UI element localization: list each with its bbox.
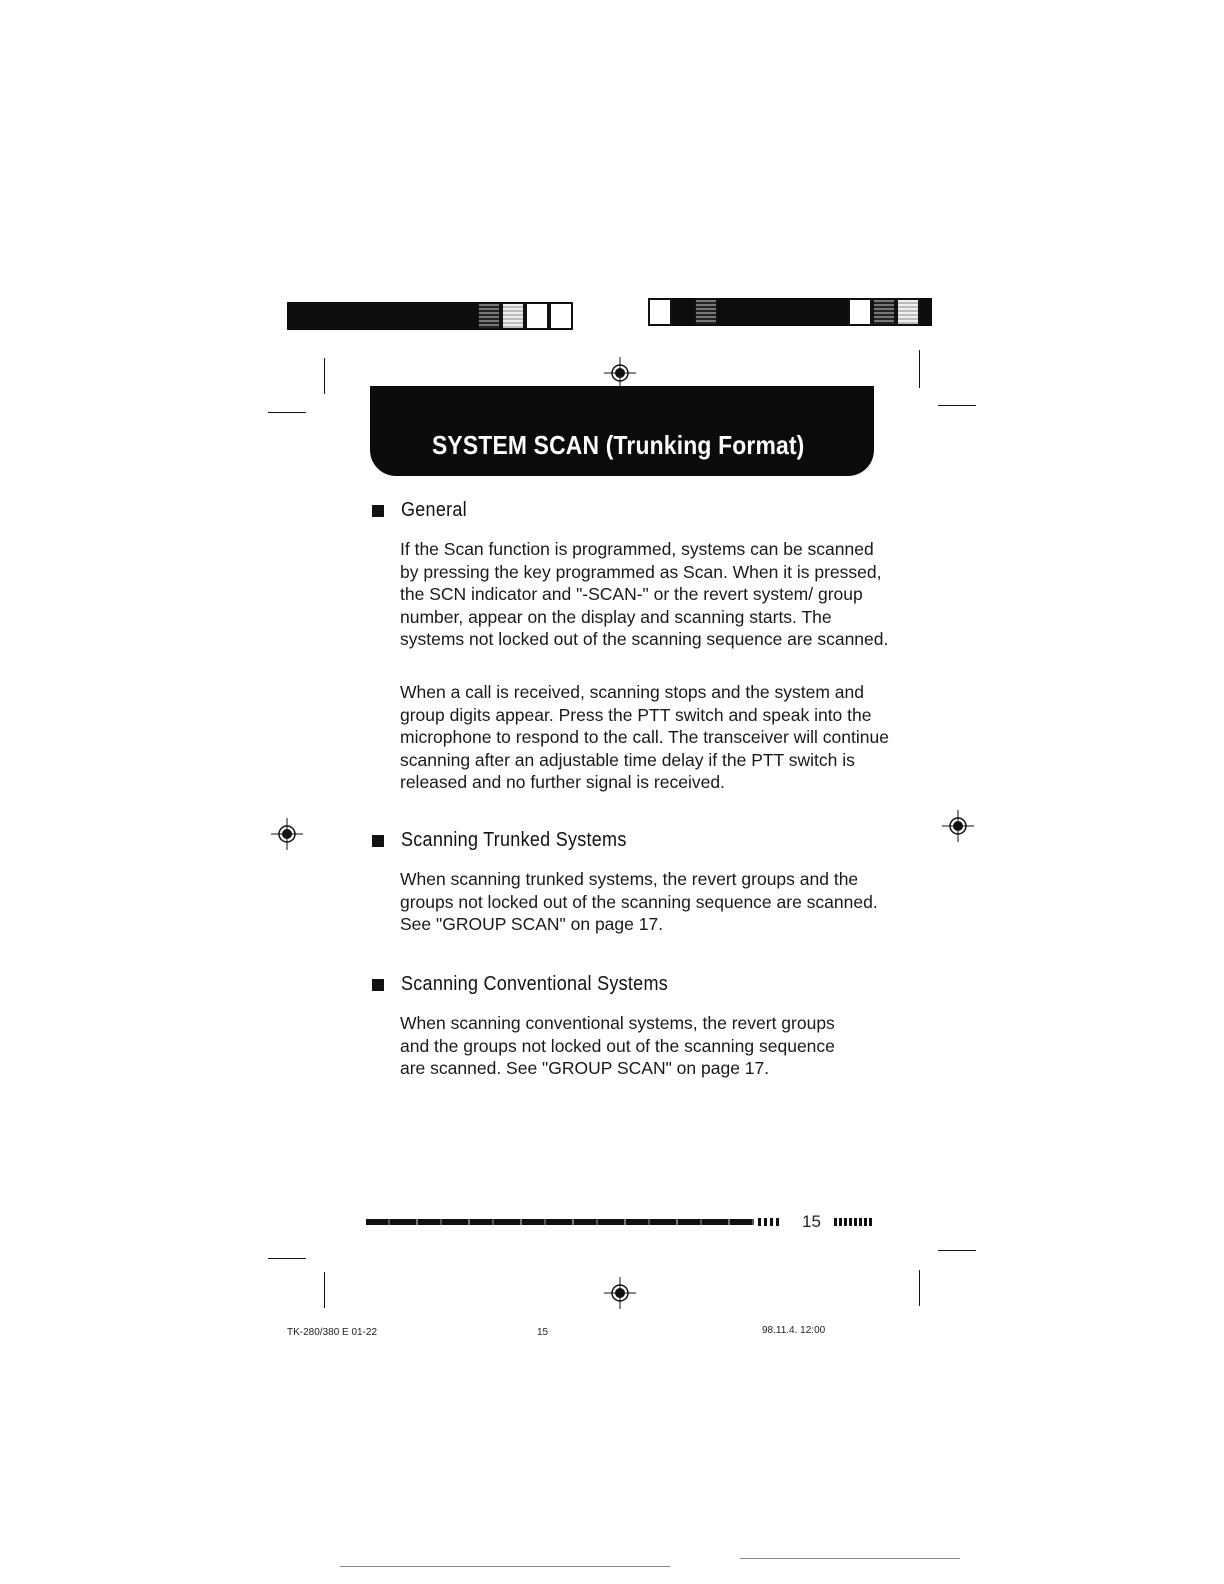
crop-mark-top-right-h: [938, 405, 976, 406]
footer-rule: [366, 1219, 754, 1225]
crop-mark-bottom-right-h: [938, 1250, 976, 1251]
square-bullet-icon: [372, 505, 384, 517]
crop-mark-bottom-left-v: [324, 1272, 325, 1308]
footer-rule-dots-right: [834, 1218, 874, 1226]
color-bar-left: [287, 302, 573, 330]
paragraph: When scanning conventional systems, the revert groups and the groups not locked out of the scanning sequence are scanned. See "GROUP SCAN" on page 17.: [400, 1013, 835, 1078]
page-number: 15: [802, 1212, 821, 1231]
crop-mark-bottom-right-v: [919, 1270, 920, 1306]
registration-mark-icon: [940, 808, 976, 844]
registration-mark-icon: [269, 816, 305, 852]
scan-edge-line: [340, 1566, 670, 1567]
section-heading-conventional: [372, 973, 698, 996]
paragraph: When a call is received, scanning stops and the system and group digits appear. Press the PTT switch and speak into the microphone to respond to the call. The transceiver will continue scanning after an adjustable time delay if the PTT switch is released and no further signal is received.: [400, 682, 889, 792]
section-heading-trunked: [372, 829, 652, 852]
paragraph: When scanning trunked systems, the revert groups and the groups not locked out of the scanning sequence are scanned. See "GROUP SCAN" on page 17.: [400, 869, 878, 934]
crop-mark-bottom-left-h: [268, 1258, 306, 1259]
registration-mark-icon: [602, 1275, 638, 1311]
crop-mark-top-left-v: [324, 358, 325, 394]
print-timestamp: 98.11.4. 12:00: [762, 1325, 826, 1336]
doc-code: TK-280/380 E 01-22: [287, 1327, 378, 1338]
square-bullet-icon: [372, 835, 384, 847]
section-heading-text: Scanning Trunked Systems: [401, 829, 627, 851]
crop-mark-top-left-h: [268, 412, 306, 413]
header-banner: [370, 386, 874, 476]
paragraph: If the Scan function is programmed, systems can be scanned by pressing the key programmed as Scan. When it is pressed, the SCN indicator and "-SCAN-" or the revert system/ group number, appear on the display and scanning starts. The systems not locked out of the scanning sequence are scanned.: [400, 539, 889, 649]
square-bullet-icon: [372, 979, 384, 991]
footer-rule-dots: [758, 1218, 780, 1226]
color-bar-right: [648, 298, 932, 326]
section-heading-text: Scanning Conventional Systems: [401, 973, 668, 995]
crop-mark-top-right-v: [919, 350, 920, 388]
section-heading-text: General: [401, 499, 467, 521]
sheet-number: 15: [537, 1327, 549, 1338]
scan-edge-line: [740, 1558, 960, 1559]
page-title: SYSTEM SCAN (Trunking Format): [432, 430, 805, 460]
section-heading-general: [372, 499, 474, 522]
